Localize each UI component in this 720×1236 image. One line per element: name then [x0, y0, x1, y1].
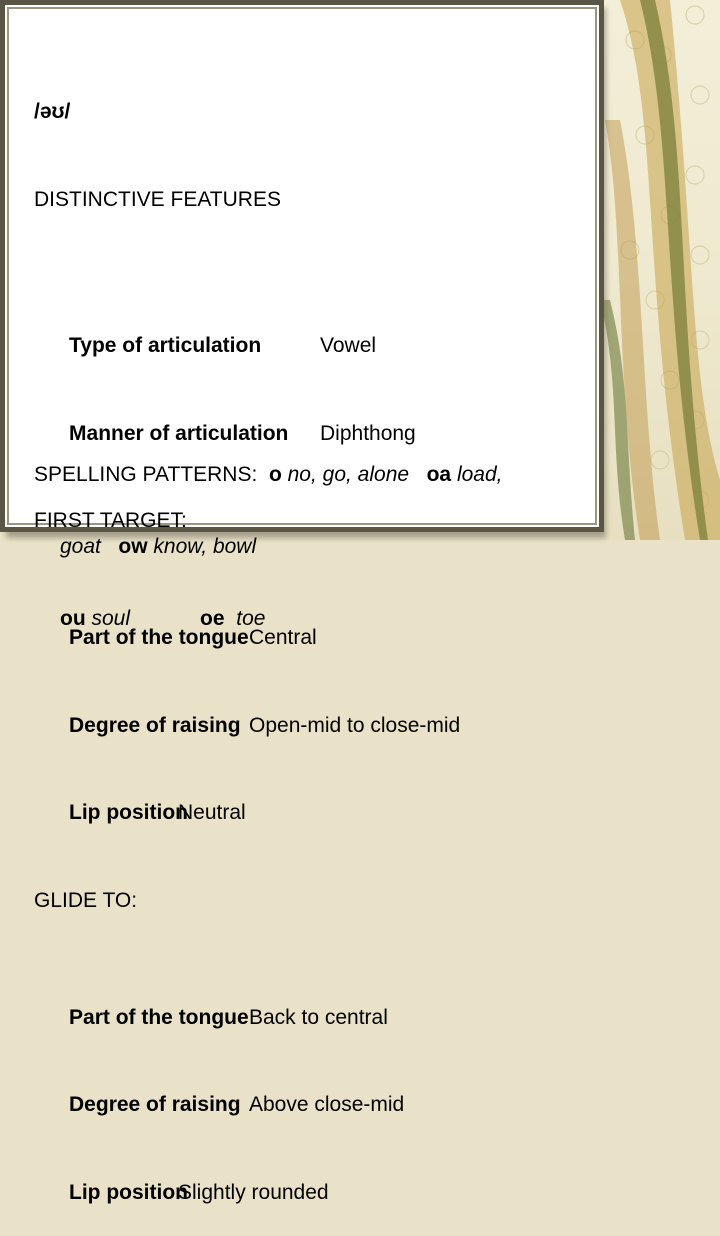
- feature-value: Slightly rounded: [178, 1180, 329, 1204]
- spelling-label: SPELLING PATTERNS:: [34, 463, 258, 486]
- spelling-letters: oe: [200, 607, 225, 630]
- feature-value: Above close-mid: [249, 1093, 405, 1117]
- glide-to-heading: GLIDE TO:: [34, 888, 138, 912]
- spelling-line: [34, 463, 502, 487]
- spelling-patterns: [34, 415, 502, 679]
- feature-row: [34, 302, 377, 357]
- floral-pattern-icon: [600, 0, 720, 540]
- spelling-examples: soul: [91, 607, 131, 630]
- spelling-examples: know, bowl: [153, 535, 257, 558]
- feature-label: Manner of articulation: [69, 421, 289, 445]
- spelling-examples: toe: [236, 607, 266, 630]
- feature-row: [34, 1149, 329, 1204]
- spelling-examples: goat: [60, 535, 101, 558]
- spelling-letters: ow: [118, 535, 148, 558]
- feature-row: [34, 1061, 405, 1117]
- decorative-background: [600, 0, 720, 540]
- phoneme-symbol: /əʊ/: [34, 100, 71, 124]
- feature-row: [34, 769, 288, 825]
- feature-value: Diphthong: [320, 421, 416, 445]
- feature-row: [34, 681, 461, 737]
- feature-value: Vowel: [320, 334, 377, 357]
- spelling-letters: ou: [60, 607, 86, 630]
- feature-label: Degree of raising: [69, 1093, 241, 1117]
- spelling-letters: o: [268, 463, 282, 486]
- feature-row: [34, 973, 388, 1029]
- first-target-heading: FIRST TARGET:: [34, 509, 187, 533]
- spelling-letters: oa: [426, 463, 452, 486]
- feature-label: Lip position: [69, 801, 188, 825]
- spelling-line: [34, 607, 502, 631]
- section-heading: DISTINCTIVE FEATURES: [34, 188, 281, 211]
- feature-label: Part of the tongue: [69, 625, 249, 649]
- spelling-line: [34, 535, 502, 559]
- spelling-examples: load,: [456, 463, 503, 486]
- spelling-examples: no, go, alone: [287, 463, 410, 486]
- feature-value: Back to central: [249, 1005, 388, 1029]
- feature-label: Type of articulation: [69, 334, 262, 357]
- feature-value: Neutral: [178, 801, 246, 825]
- feature-label: Degree of raising: [69, 713, 241, 737]
- feature-value: Open-mid to close-mid: [249, 713, 461, 737]
- feature-label: Part of the tongue: [69, 1005, 249, 1029]
- feature-label: Lip position: [69, 1180, 188, 1204]
- feature-value: Central: [249, 625, 317, 649]
